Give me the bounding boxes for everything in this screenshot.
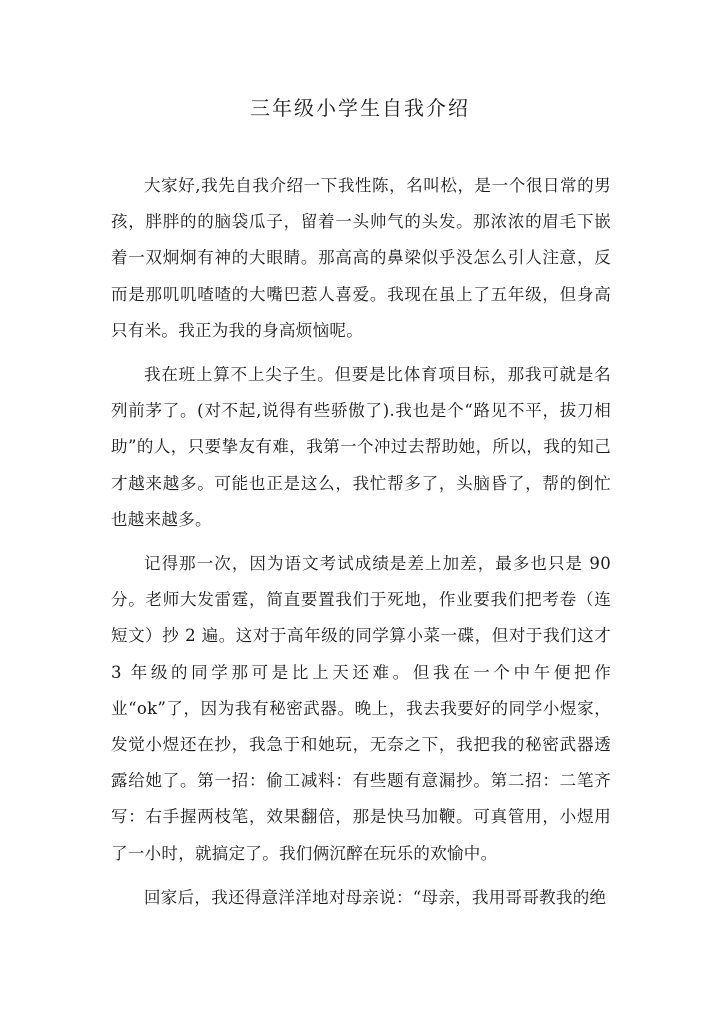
document-title: 三年级小学生自我介绍 (250, 96, 470, 120)
paragraph-intro: 大家好,我先自我介绍一下我性陈，名叫松，是一个很日常的男孩，胖胖的的脑袋瓜子，留着一头帅气的头发。那浓浓的眉毛下嵌着一双炯炯有神的大眼睛。那高高的鼻梁似乎没怎么引人注意，反而是那叽叽喳喳的大嘴巴惹人喜爱。我现在虽上了五年级，但身高只有米。我正为我的身高烦恼呢。 (111, 176, 611, 340)
paragraph-class-rank: 我在班上算不上尖子生。但要是比体育项目标，那我可就是名列前茅了。(对不起,说得有些骄傲了).我也是个“路见不平，拔刀相助”的人，只要挚友有难，我第一个冲过去帮助她，所以，我的知己才越来越多。可能也正是这么，我忙帮多了，头脑昏了，帮的倒忙也越来越多。 (111, 365, 611, 529)
paragraph-exam-story: 记得那一次，因为语文考试成绩是差上加差，最多也只是 90 分。老师大发雷霆，简直要置我们于死地，作业要我们把考卷（连短文）抄 2 遍。这对于高年级的同学算小菜一碟，但对于我们这才 3 年级的同学那可是比上天还难。但我在一个中午便把作业“ok”了，因为我有秘密武器。晚上，我去我要好的同学小煜家，发觉小煜还在抄，我急于和她玩，无奈之下，我把我的秘密武器透露给她了。第一招：偷工减料：有些题有意漏抄。第二招：二笔齐写：右手握两枝笔，效果翻倍，那是快马加鞭。可真管用，小煜用了一小时，就搞定了。我们俩沉醉在玩乐的欢愉中。 (111, 554, 611, 863)
paragraph-home: 回家后，我还得意洋洋地对母亲说：“母亲，我用哥哥教我的绝 (144, 887, 607, 907)
document-body (111, 168, 611, 924)
